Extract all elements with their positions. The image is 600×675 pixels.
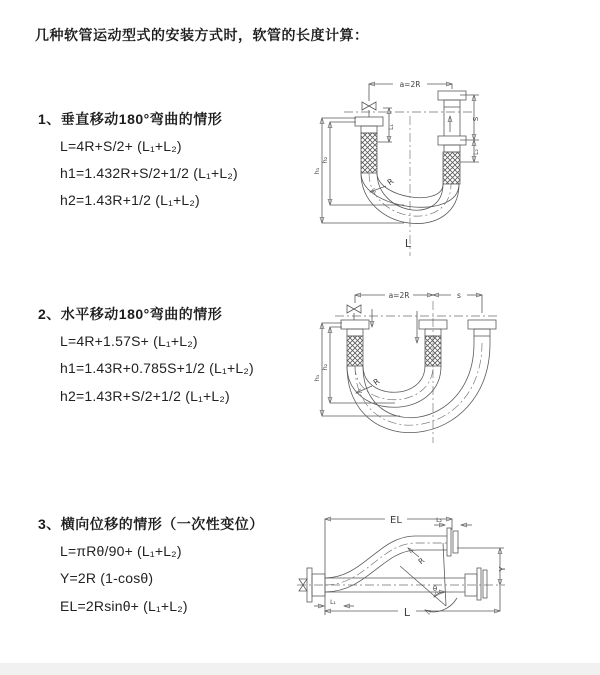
formula-s1-h1: h1=1.432R+S/2+1/2 (L₁+L₂)	[60, 165, 238, 181]
section-3-heading: 3、横向位移的情形（一次性变位）	[38, 516, 264, 532]
dim-label-r: R	[385, 176, 396, 188]
scan-edge-strip	[0, 663, 600, 675]
dim-label-s: s	[457, 291, 461, 300]
page-title: 几种软管运动型式的安装方式时，软管的长度计算：	[35, 27, 369, 43]
formula-s3-l: L=πRθ/90+ (L₁+L₂)	[60, 543, 182, 559]
dim-label-s: S	[472, 116, 480, 122]
centerlines	[335, 301, 500, 443]
valve-icon	[362, 102, 376, 110]
dim-label-l2: L₂	[473, 149, 480, 155]
dim-label-h2: h₂	[321, 363, 329, 371]
hose-assembly	[355, 91, 466, 224]
dimension-lines	[314, 519, 504, 615]
dim-label-r: R	[416, 555, 427, 567]
dim-label-a2r: a=2R	[399, 80, 421, 89]
dim-label-a2r: a=2R	[388, 291, 410, 300]
formula-s3-el: EL=2Rsinθ+ (L₁+L₂)	[60, 598, 188, 614]
valve-icon	[347, 305, 361, 313]
dim-label-l: L	[403, 606, 411, 619]
hose-assembly	[341, 305, 496, 433]
formula-s2-h2: h2=1.43R+S/2+1/2 (L₁+L₂)	[60, 388, 230, 404]
dim-label-l: L	[404, 237, 412, 250]
dim-label-y: Y	[498, 566, 507, 572]
formula-s3-y: Y=2R (1-cosθ)	[60, 570, 154, 586]
dim-label-theta: θ	[432, 585, 438, 593]
formula-s2-l: L=4R+1.57S+ (L₁+L₂)	[60, 333, 198, 349]
section-1-heading: 1、垂直移动180°弯曲的情形	[38, 111, 223, 127]
dim-label-r: R	[371, 376, 382, 388]
dim-label-h2: h₂	[321, 156, 329, 164]
diagram-lateral-displacement	[295, 498, 595, 653]
dimension-lines	[322, 295, 482, 416]
diagram-horizontal-180-bend	[300, 283, 590, 468]
dim-label-l2: L₂	[436, 517, 442, 524]
dim-label-h1: h₁	[313, 374, 321, 382]
dim-label-l1: L₁	[330, 599, 336, 606]
diagram-vertical-180-bend	[300, 70, 570, 265]
hose-assembly	[299, 528, 487, 602]
formula-s1-l: L=4R+S/2+ (L₁+L₂)	[60, 138, 182, 154]
dim-label-el: EL	[390, 515, 402, 526]
formula-s1-h2: h2=1.43R+1/2 (L₁+L₂)	[60, 192, 200, 208]
dim-label-h1: h₁	[313, 167, 321, 175]
centerlines	[297, 543, 505, 585]
dim-label-l1: L₁	[388, 124, 395, 130]
section-2-heading: 2、水平移动180°弯曲的情形	[38, 306, 223, 322]
formula-s2-h1: h1=1.43R+0.785S+1/2 (L₁+L₂)	[60, 360, 254, 376]
